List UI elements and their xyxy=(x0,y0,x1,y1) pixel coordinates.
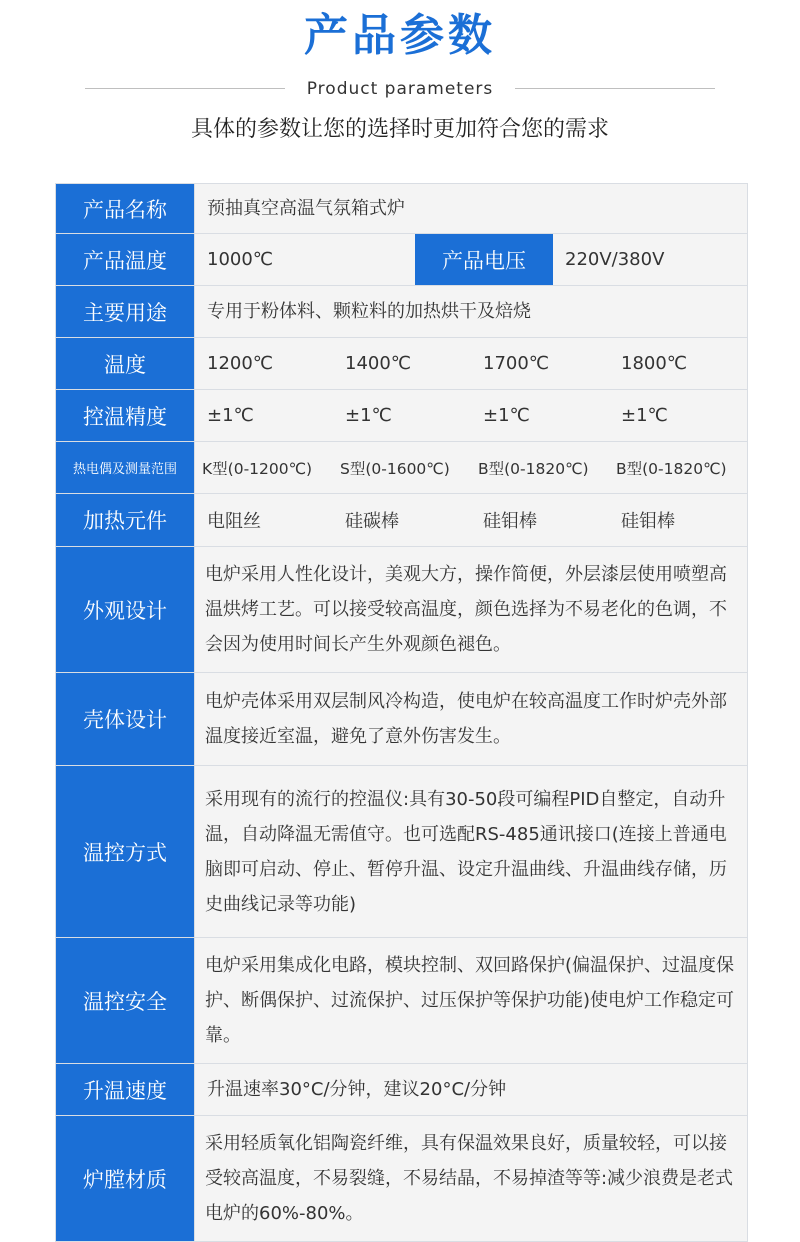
cell: 1700℃ xyxy=(483,353,550,374)
row-product-name xyxy=(56,184,747,234)
row-heating-element xyxy=(56,494,747,547)
row-value: 专用于粉体料、颗粒料的加热烘干及焙烧 xyxy=(207,301,531,322)
row-label: 外观设计 xyxy=(56,547,195,672)
row-values xyxy=(195,338,747,389)
row-value: 预抽真空高温气氛箱式炉 xyxy=(207,198,405,219)
parameters-table xyxy=(55,183,748,1242)
row-temperature xyxy=(56,338,747,390)
row-label: 炉膛材质 xyxy=(56,1116,195,1241)
row-value-voltage: 220V/380V xyxy=(565,249,665,270)
row-temp-voltage xyxy=(56,234,747,286)
page-subtitle: Product parameters xyxy=(306,79,494,99)
cell: B型(0-1820℃) xyxy=(478,459,589,478)
cell: ±1℃ xyxy=(621,405,668,426)
row-label: 控温精度 xyxy=(56,390,195,441)
row-label: 温度 xyxy=(56,338,195,389)
row-label: 温控安全 xyxy=(56,938,195,1063)
row-precision xyxy=(56,390,747,442)
row-usage xyxy=(56,286,747,338)
row-value: 电炉壳体采用双层制风冷构造，使电炉在较高温度工作时炉壳外部温度接近室温，避免了意外伤害发生。 xyxy=(205,691,727,747)
row-label: 热电偶及测量范围 xyxy=(56,442,195,493)
subtitle-row xyxy=(85,76,715,102)
row-value: 采用现有的流行的控温仪:具有30-50段可编程PID自整定，自动升温，自动降温无需值守。也可选配RS-485通讯接口(连接上普通电脑即可启动、停止、暂停升温、设定升温曲线、升温曲线存储，历史曲线记录等功能) xyxy=(205,788,727,915)
row-label: 加热元件 xyxy=(56,494,195,546)
row-label-voltage: 产品电压 xyxy=(415,234,553,285)
row-label: 升温速度 xyxy=(56,1064,195,1115)
cell: 硅碳棒 xyxy=(345,511,399,532)
cell: K型(0-1200℃) xyxy=(202,459,313,478)
page-tagline: 具体的参数让您的选择时更加符合您的需求 xyxy=(190,117,609,142)
row-label: 温控方式 xyxy=(56,766,195,937)
divider-right xyxy=(515,88,715,89)
cell: 电阻丝 xyxy=(207,511,261,532)
cell: 1800℃ xyxy=(621,353,688,374)
cell: ±1℃ xyxy=(483,405,530,426)
cell: S型(0-1600℃) xyxy=(340,459,450,478)
row-value: 采用轻质氧化铝陶瓷纤维，具有保温效果良好，质量较轻，可以接受较高温度，不易裂缝，不易结晶，不易掉渣等等:减少浪费是老式电炉的60%-80%。 xyxy=(205,1133,734,1224)
cell: 1200℃ xyxy=(207,353,274,374)
row-appearance xyxy=(56,547,747,673)
row-values xyxy=(195,442,747,493)
row-values xyxy=(195,390,747,441)
row-label: 产品名称 xyxy=(56,184,195,233)
cell: B型(0-1820℃) xyxy=(616,459,727,478)
row-shell xyxy=(56,673,747,766)
row-value: 1000℃ xyxy=(207,249,274,270)
cell: 1400℃ xyxy=(345,353,412,374)
cell: 硅钼棒 xyxy=(621,511,675,532)
row-value: 电炉采用人性化设计，美观大方，操作简便，外层漆层使用喷塑高温烘烤工艺。可以接受较高温度，颜色选择为不易老化的色调，不会因为使用时间长产生外观颜色褪色。 xyxy=(205,564,727,655)
cell: 硅钼棒 xyxy=(483,511,537,532)
page-title: 产品参数 xyxy=(304,10,496,61)
row-values xyxy=(195,494,747,546)
row-label: 壳体设计 xyxy=(56,673,195,765)
cell: ±1℃ xyxy=(207,405,254,426)
row-thermocouple xyxy=(56,442,747,494)
row-value: 升温速率30°C/分钟，建议20°C/分钟 xyxy=(207,1079,507,1100)
cell: ±1℃ xyxy=(345,405,392,426)
row-heating-speed xyxy=(56,1064,747,1116)
row-control-method xyxy=(56,766,747,938)
row-safety xyxy=(56,938,747,1064)
row-value: 电炉采用集成化电路，模块控制、双回路保护(偏温保护、过温度保护、断偶保护、过流保护、过压保护等保护功能)使电炉工作稳定可靠。 xyxy=(205,955,735,1046)
row-label: 主要用途 xyxy=(56,286,195,337)
row-label: 产品温度 xyxy=(56,234,195,285)
row-chamber-material xyxy=(56,1116,747,1242)
